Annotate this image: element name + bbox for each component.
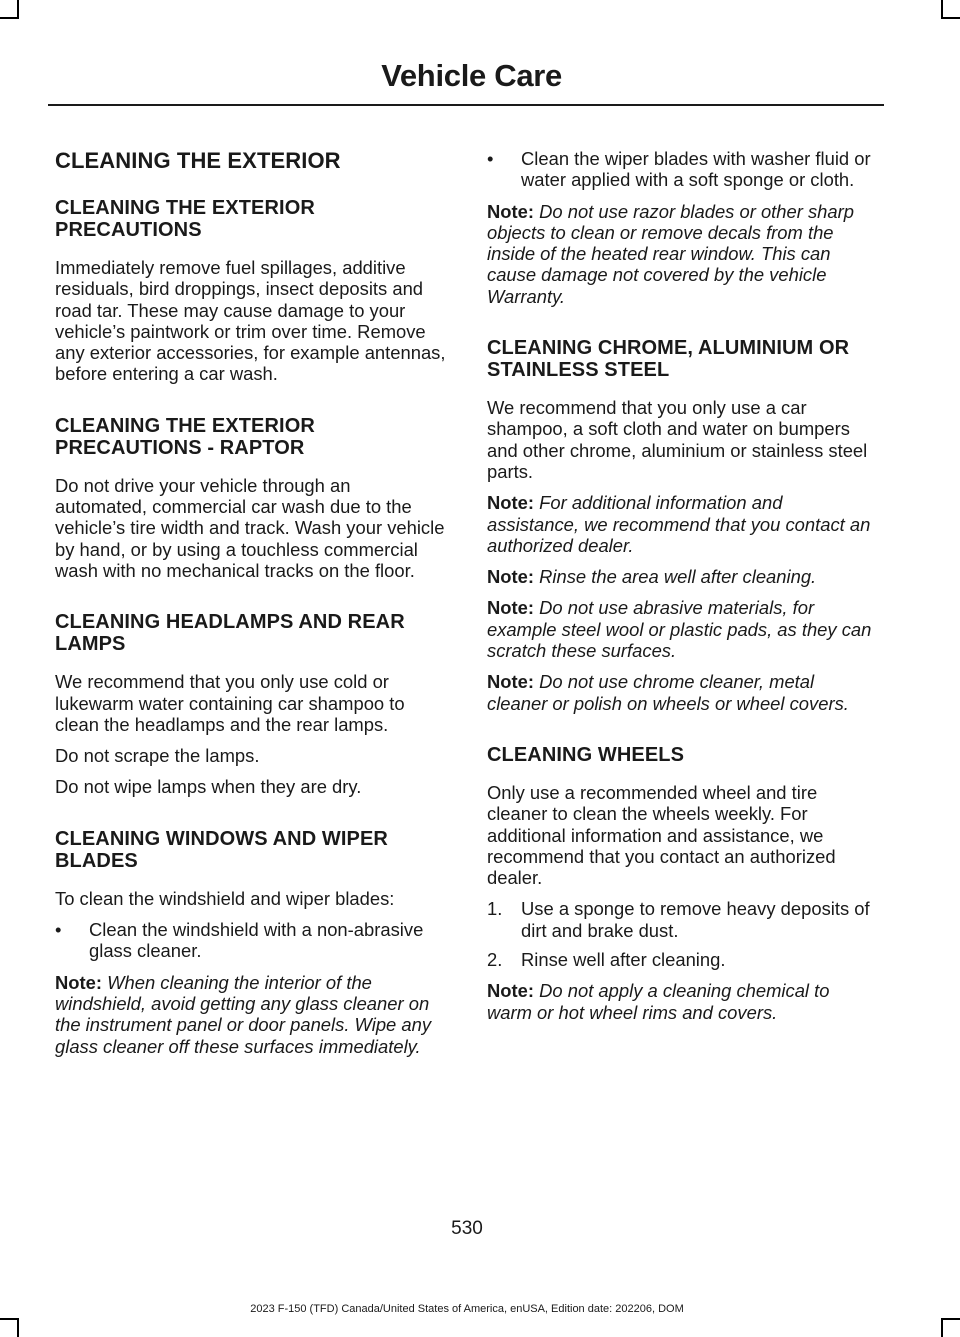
- list-item-text: Use a sponge to remove heavy deposits of dirt and brake dust.: [521, 898, 870, 941]
- paragraph: Immediately remove fuel spillages, additive residuals, bird droppings, insect deposits and road tar. These may cause damage to your vehicle’s paintwork or trim over time. Remove any exterior accessories, for example antennas, before entering a car wash.: [55, 257, 446, 385]
- page-number: 530: [451, 1218, 483, 1239]
- note-text: When cleaning the interior of the windshield, avoid getting any glass cleaner on the instrument panel or door panels. Wipe any glass cleaner off these surfaces immediately.: [55, 971, 432, 1057]
- list-item: [487, 898, 879, 941]
- note-label: Note:: [487, 492, 534, 514]
- note-label: Note:: [487, 597, 534, 619]
- step-number: 1.: [487, 898, 503, 920]
- right-column: [487, 148, 879, 1033]
- note-label: Note:: [487, 566, 534, 588]
- list-item: [487, 949, 879, 970]
- numbered-list: [487, 898, 879, 970]
- bullet-marker: •: [55, 919, 62, 941]
- note: [487, 597, 879, 661]
- subsection-title: CLEANING HEADLAMPS AND REAR LAMPS: [55, 611, 405, 656]
- paragraph: We recommend that you only use a car shampoo, a soft cloth and water on bumpers and other chrome, aluminium or stainless steel parts.: [487, 397, 868, 482]
- note-text: Do not use razor blades or other sharp objects to clean or remove decals from the inside of the heated rear window. This can cause damage not covered by the vehicle Warranty.: [487, 200, 854, 307]
- note: [55, 972, 447, 1057]
- paragraph: Do not drive your vehicle through an automated, commercial car wash due to the vehicle’s tire width and track. Wash your vehicle by hand, or by using a touchless commercial wash with no mechanical tracks on the floor.: [55, 474, 445, 581]
- subsection-title: CLEANING THE EXTERIOR PRECAUTIONS: [55, 197, 315, 241]
- note-text: Do not apply a cleaning chemical to warm or hot wheel rims and covers.: [487, 980, 830, 1023]
- bullet-marker: •: [487, 148, 494, 169]
- note: [487, 492, 879, 556]
- crop-mark-bottom-right: [941, 1318, 943, 1337]
- bullet-list: [487, 148, 879, 191]
- subsection-title: CLEANING CHROME, ALUMINIUM OR STAINLESS STEEL: [487, 337, 850, 382]
- note-label: Note:: [487, 980, 534, 1002]
- note-text: Do not use abrasive materials, for example steel wool or plastic pads, as they can scratch these surfaces.: [487, 597, 872, 662]
- note-label: Note:: [487, 671, 534, 693]
- note: [487, 671, 879, 714]
- step-number: 2.: [487, 949, 503, 971]
- bullet-list: [55, 919, 447, 962]
- paragraph: Do not wipe lamps when they are dry.: [55, 776, 362, 798]
- edition-footer: 2023 F-150 (TFD) Canada/United States of America, enUSA, Edition date: 202206, DOM: [250, 1303, 684, 1315]
- header-divider: [48, 104, 884, 106]
- left-column: [55, 148, 447, 1067]
- note-text: Do not use chrome cleaner, metal cleaner or polish on wheels or wheel covers.: [487, 671, 849, 714]
- list-item-text: Clean the wiper blades with washer fluid or water applied with a soft sponge or cloth.: [521, 148, 871, 191]
- list-item-text: Clean the windshield with a non-abrasive glass cleaner.: [89, 919, 424, 962]
- crop-mark-bottom-left: [0, 1318, 19, 1320]
- note-label: Note:: [487, 200, 534, 222]
- crop-mark-top-left: [0, 17, 19, 19]
- paragraph: Only use a recommended wheel and tire cleaner to clean the wheels weekly. For additional information and assistance, we recommend that you contact an authorized dealer.: [487, 781, 836, 889]
- section-title: CLEANING THE EXTERIOR: [55, 148, 341, 173]
- crop-mark-top-right: [941, 17, 960, 19]
- paragraph: We recommend that you only use cold or lukewarm water containing car shampoo to clean the headlamps and the rear lamps.: [55, 671, 405, 735]
- note-text: Rinse the area well after cleaning.: [539, 566, 817, 588]
- subsection-title: CLEANING WINDOWS AND WIPER BLADES: [55, 827, 388, 872]
- note: [487, 980, 879, 1023]
- list-item-text: Rinse well after cleaning.: [521, 949, 726, 971]
- paragraph: To clean the windshield and wiper blades:: [55, 887, 395, 909]
- note: [487, 566, 879, 587]
- list-item: [487, 148, 879, 191]
- subsection-title: CLEANING WHEELS: [487, 743, 685, 766]
- note-label: Note:: [55, 971, 102, 993]
- page-header-title: Vehicle Care: [381, 58, 562, 93]
- crop-mark-bottom-left: [17, 1318, 19, 1337]
- paragraph: Do not scrape the lamps.: [55, 745, 260, 767]
- subsection-title: CLEANING THE EXTERIOR PRECAUTIONS - RAPTOR: [55, 414, 315, 459]
- list-item: [55, 919, 447, 962]
- note: [487, 201, 879, 307]
- crop-mark-bottom-right: [941, 1318, 960, 1320]
- note-text: For additional information and assistance, we recommend that you contact an authorized dealer.: [487, 492, 871, 556]
